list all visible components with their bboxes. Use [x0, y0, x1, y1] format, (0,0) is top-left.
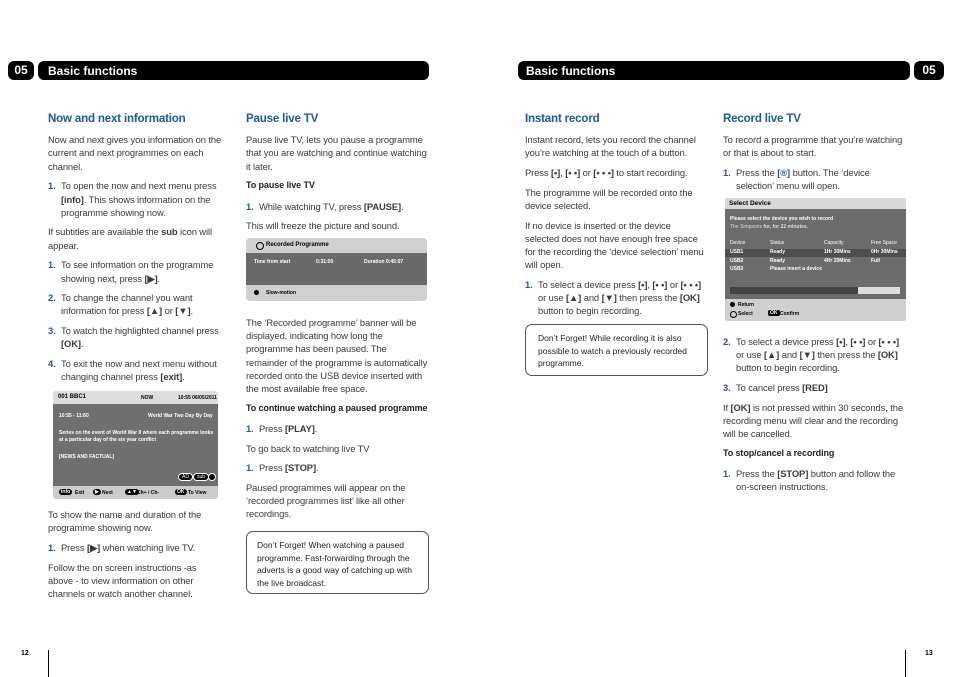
page-number: 13 — [925, 650, 933, 657]
section-header — [38, 61, 429, 80]
paragraph: If no device is inserted or the device selected does not have enough free space for the recording the ‘device selection’ menu will open. — [525, 219, 704, 271]
list-item: 2. To select a device press [•], [• •] or [• • •] or use [▲] and [▼] then press the [OK] button to begin recording. — [723, 336, 900, 374]
section-title: Pause live TV — [246, 112, 319, 125]
ok-key-icon: OK — [770, 310, 778, 316]
ad-badge: AD — [178, 473, 193, 481]
paragraph: If [OK] is not pressed within 30 seconds, the recording menu will clear and the recording will be cancelled. — [723, 401, 903, 440]
list-item: 2. To change the channel you want information for press [▲] or [▼]. — [48, 292, 193, 317]
osd-channel: 001 BBC1 — [58, 394, 87, 400]
record-live-tv-column-cont — [723, 335, 905, 500]
step-text: To open the now and next menu press — [61, 180, 217, 192]
section-header-label: Basic functions — [526, 64, 616, 78]
osd-title: Recorded Programme — [266, 242, 329, 248]
list-item: 1. Press the [STOP] button and follow the on-screen instructions. — [723, 468, 896, 493]
recorded-programme-osd — [246, 238, 427, 301]
ok-key-icon: OK — [177, 489, 185, 495]
subheading: To pause live TV — [246, 180, 315, 191]
section-title: Now and next information — [48, 112, 186, 125]
list-item: 1. Press [PLAY]. — [246, 422, 318, 434]
paragraph: To go back to watching live TV — [246, 442, 370, 454]
list-item: 1. To see information on the programme showing next, press [▶]. — [48, 259, 214, 284]
step-text: . This shows information on the programme showing now. — [61, 193, 211, 218]
paragraph: The programme will be recorded onto the device selected. — [525, 186, 693, 212]
osd-table-row: USB3 Please insert a device — [730, 266, 822, 272]
osd-programme-title: World War Two Day By Day — [148, 413, 213, 419]
now-next-column-cont — [48, 508, 223, 607]
page-number: 12 — [21, 650, 29, 657]
dont-forget-note: Don’t Forget! While recording it is also possible to watch a previously recorded programme. — [525, 324, 708, 376]
paragraph: To show the name and duration of the programme showing now. — [48, 509, 202, 534]
select-device-osd — [725, 198, 906, 321]
paragraph: The ‘Recorded programme’ banner will be displayed, indicating how long the programme has been paused. The remainder of the programme is automatically recorded onto the USB device inserted with the most available free space. — [246, 317, 428, 395]
osd-table-row: USB2 Ready 4Hr 20Mins Full — [730, 258, 880, 264]
list-item: 1. Press [▶] when watching live TV. — [48, 541, 196, 553]
osd-genre: [NEWS AND FACTUAL] — [59, 454, 115, 460]
subheading: To stop/cancel a recording — [723, 447, 835, 458]
instant-record-column — [525, 112, 707, 324]
paragraph: Press [•], [• •] or [• • •] to start recording. — [525, 167, 688, 179]
list-item: 1. Press the [®] button. The ‘device selection’ menu will open. — [723, 167, 870, 192]
paragraph: Pause live TV, lets you pause a programme that you are watching and continue watching it later. — [246, 134, 427, 172]
osd-datetime: 10:55 06/05/2011 — [178, 395, 217, 401]
pause-live-tv-column-cont — [246, 316, 428, 527]
osd-programme: The Simpsons for, for 22 minutes. — [730, 224, 809, 230]
dont-forget-note: Don’t Forget! When watching a paused programme. Fast-forwarding through the adverts is a good way of catching up with the live broadcast. — [246, 531, 429, 594]
osd-time-value: 0:31:00 — [316, 259, 334, 265]
slow-motion-icon — [254, 290, 259, 295]
osd-duration: Duration 0:45:07 — [364, 259, 404, 265]
record-live-tv-column — [723, 112, 905, 199]
chapter-chip: 05 — [914, 61, 944, 80]
sub-badge: sub — [193, 473, 209, 481]
paragraph: This will freeze the picture and sound. — [246, 220, 400, 232]
capacity-bar-fill — [730, 287, 858, 294]
list-item: 3. To watch the highlighted channel press [OK]. — [48, 325, 219, 350]
osd-table-header: Device Status Capacity Free Space — [730, 240, 897, 246]
paragraph: Follow the on screen instructions -as above - to view information on other channels or watch another channel. — [48, 561, 197, 600]
paragraph: Paused programmes will appear on the ‘recorded programmes list’ like all other recordings. — [246, 482, 406, 520]
osd-time: 10:55 - 11:60 — [59, 413, 89, 419]
paragraph: Instant record, lets you record the channel you’re watching at the touch of a button. — [525, 134, 696, 159]
right-key-icon: ▶ — [95, 489, 99, 495]
list-item: 3. To cancel press [RED] — [723, 382, 828, 394]
list-item: 4. To exit the now and next menu without changing channel press [exit]. — [48, 358, 217, 383]
section-header-label: Basic functions — [48, 64, 138, 78]
step-number: 1. — [48, 180, 56, 192]
now-next-osd — [53, 391, 218, 499]
osd-footer: info Exit ▶ Next ▲▼ Ch+ / Ch- OK To View — [53, 486, 218, 499]
list-item: 1. Press [STOP]. — [246, 462, 319, 474]
paragraph: Now and next gives you information on the current and next programmes on each channel. — [48, 134, 222, 172]
pause-icon — [256, 242, 264, 250]
osd-time-label: Time from start — [254, 259, 291, 265]
return-icon — [730, 302, 735, 307]
osd-now: NOW — [141, 395, 154, 401]
osd-table-row: USB1 Ready 1Hr 30Mins 0Hr 30Mins — [725, 249, 906, 257]
key-label: [info] — [61, 193, 84, 205]
list-item: 1. While watching TV, press [PAUSE]. — [246, 200, 404, 212]
capacity-bar — [730, 287, 900, 294]
subheading: To continue watching a paused programme — [246, 402, 428, 413]
osd-instruction: Please select the device you wish to record — [730, 216, 834, 222]
page-divider — [48, 650, 49, 677]
updown-key-icon: ▲▼ — [127, 489, 137, 495]
pause-live-tv-column — [246, 112, 428, 239]
paragraph: If subtitles are available the sub icon will appear. — [48, 226, 212, 251]
section-title: Instant record — [525, 112, 600, 125]
list-item: 1. To select a device press [•], [• •] or [• • •] or use [▲] and [▼] then press the [OK] button to begin recording. — [525, 279, 702, 317]
section-title: Record live TV — [723, 112, 801, 125]
osd-mode: Slow-motion — [266, 290, 296, 296]
osd-description: Series on the event of World War II where each programme looks at a particular day of the six year conflict — [59, 430, 214, 443]
section-header — [518, 61, 910, 80]
osd-time-band — [246, 253, 427, 285]
select-icon — [730, 311, 737, 318]
info-circle-icon — [208, 473, 216, 481]
page-divider — [905, 650, 906, 677]
chapter-chip: 05 — [8, 61, 34, 80]
list-item — [48, 179, 223, 219]
paragraph: To record a programme that you’re watching or that is about to start. — [723, 134, 903, 159]
osd-footer: Return Select OK Confirm — [725, 299, 906, 321]
now-next-column — [48, 112, 223, 390]
info-key-icon: info — [61, 489, 71, 495]
osd-title: Select Device — [729, 200, 771, 207]
